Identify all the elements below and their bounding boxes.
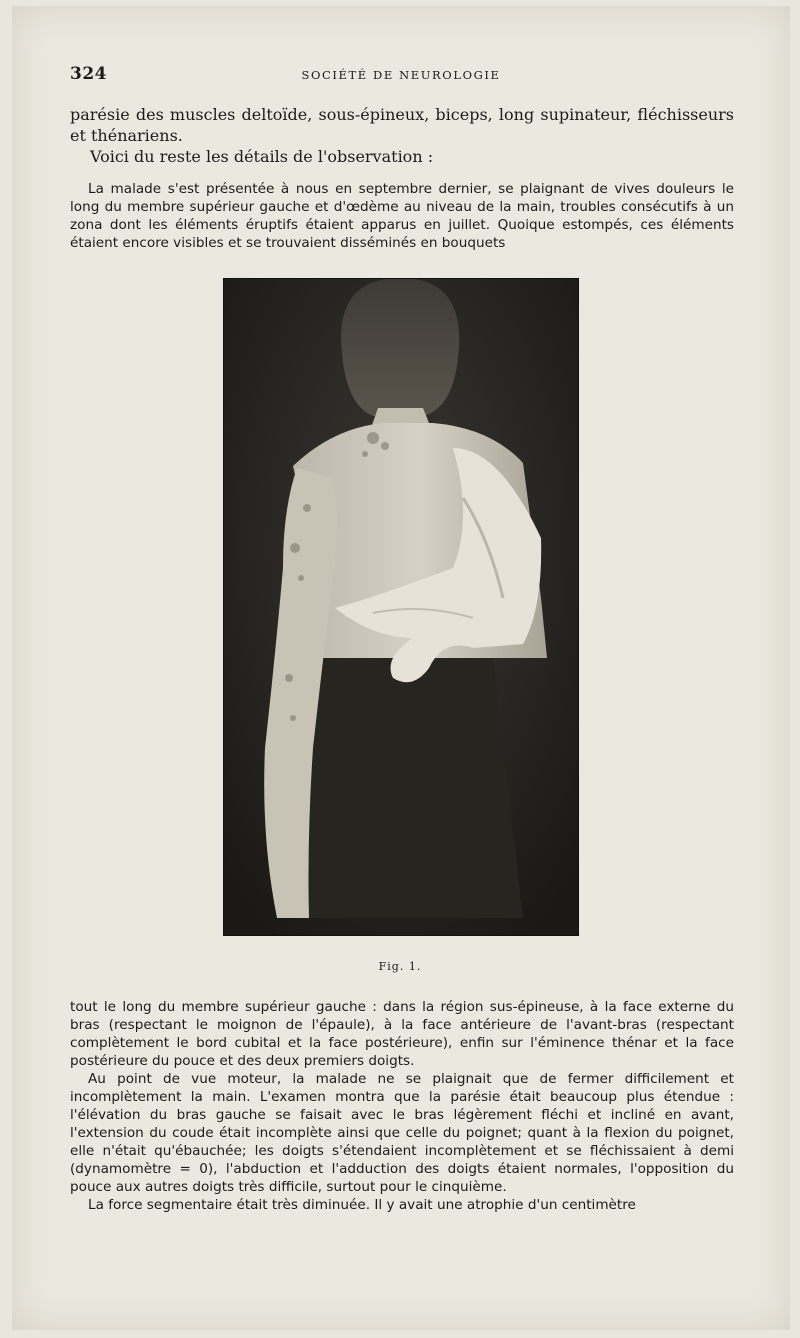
observation-paragraph: La malade s'est présentée à nous en septembre dernier, se plaignant de vives douleurs le long du membre supérieur gauche et d'œdème au niveau de la main, troubles consécutifs à un zona dont les éléments éruptifs étaient apparus en juillet. Quoique estompés, ces éléments étaient encore visibles et se trouvaient disséminés en bouquets [70,181,734,251]
intro-paragraph-observation: Voici du reste les détails de l'observation : [90,147,434,166]
figure-caption: Fig. 1. [378,960,422,973]
running-title: SOCIÉTÉ DE NEUROLOGIE [301,68,501,82]
strength-paragraph: La force segmentaire était très diminuée. Il y avait une atrophie d'un centimètre [88,1197,636,1213]
motor-examination-paragraph: Au point de vue moteur, la malade ne se plaignait que de fermer difficilement et incomplètement la main. L'examen montra que la parésie était beaucoup plus étendue : l'élévation du bras gauche se faisait avec le bras légèrement fléchi et incliné en avant, l'extension du coude était incomplète ainsi que celle du poignet; quant à la flexion du poignet, elle n'était qu'ébauchée; les doigts s'étendaient incomplètement et se fléchissaient à demi (dynamomètre = 0), l'abduction et l'adduction des doigts étaient normales, l'opposition du pouce aux autres doigts très difficile, surtout pour le cinquième. [70,1071,734,1195]
intro-paragraph: parésie des muscles deltoïde, sous-épineux, biceps, long supinateur, fléchisseurs et thénariens. [70,105,734,145]
continuation-paragraph: tout le long du membre supérieur gauche : dans la région sus-épineuse, à la face externe du bras (respectant le moignon de l'épaule), à la face antérieure de l'avant-bras (respectant complètement le bord cubital et la face postérieure), enfin sur l'éminence thénar et la face postérieure du pouce et des deux premiers doigts. [70,999,734,1069]
figure-photograph [223,278,579,936]
intro-text [70,104,734,167]
page-number: 324 [70,64,107,84]
continuation-text [70,998,734,1214]
page-header [70,64,732,86]
patient-back-photo [223,278,579,936]
observation-text [70,180,734,252]
